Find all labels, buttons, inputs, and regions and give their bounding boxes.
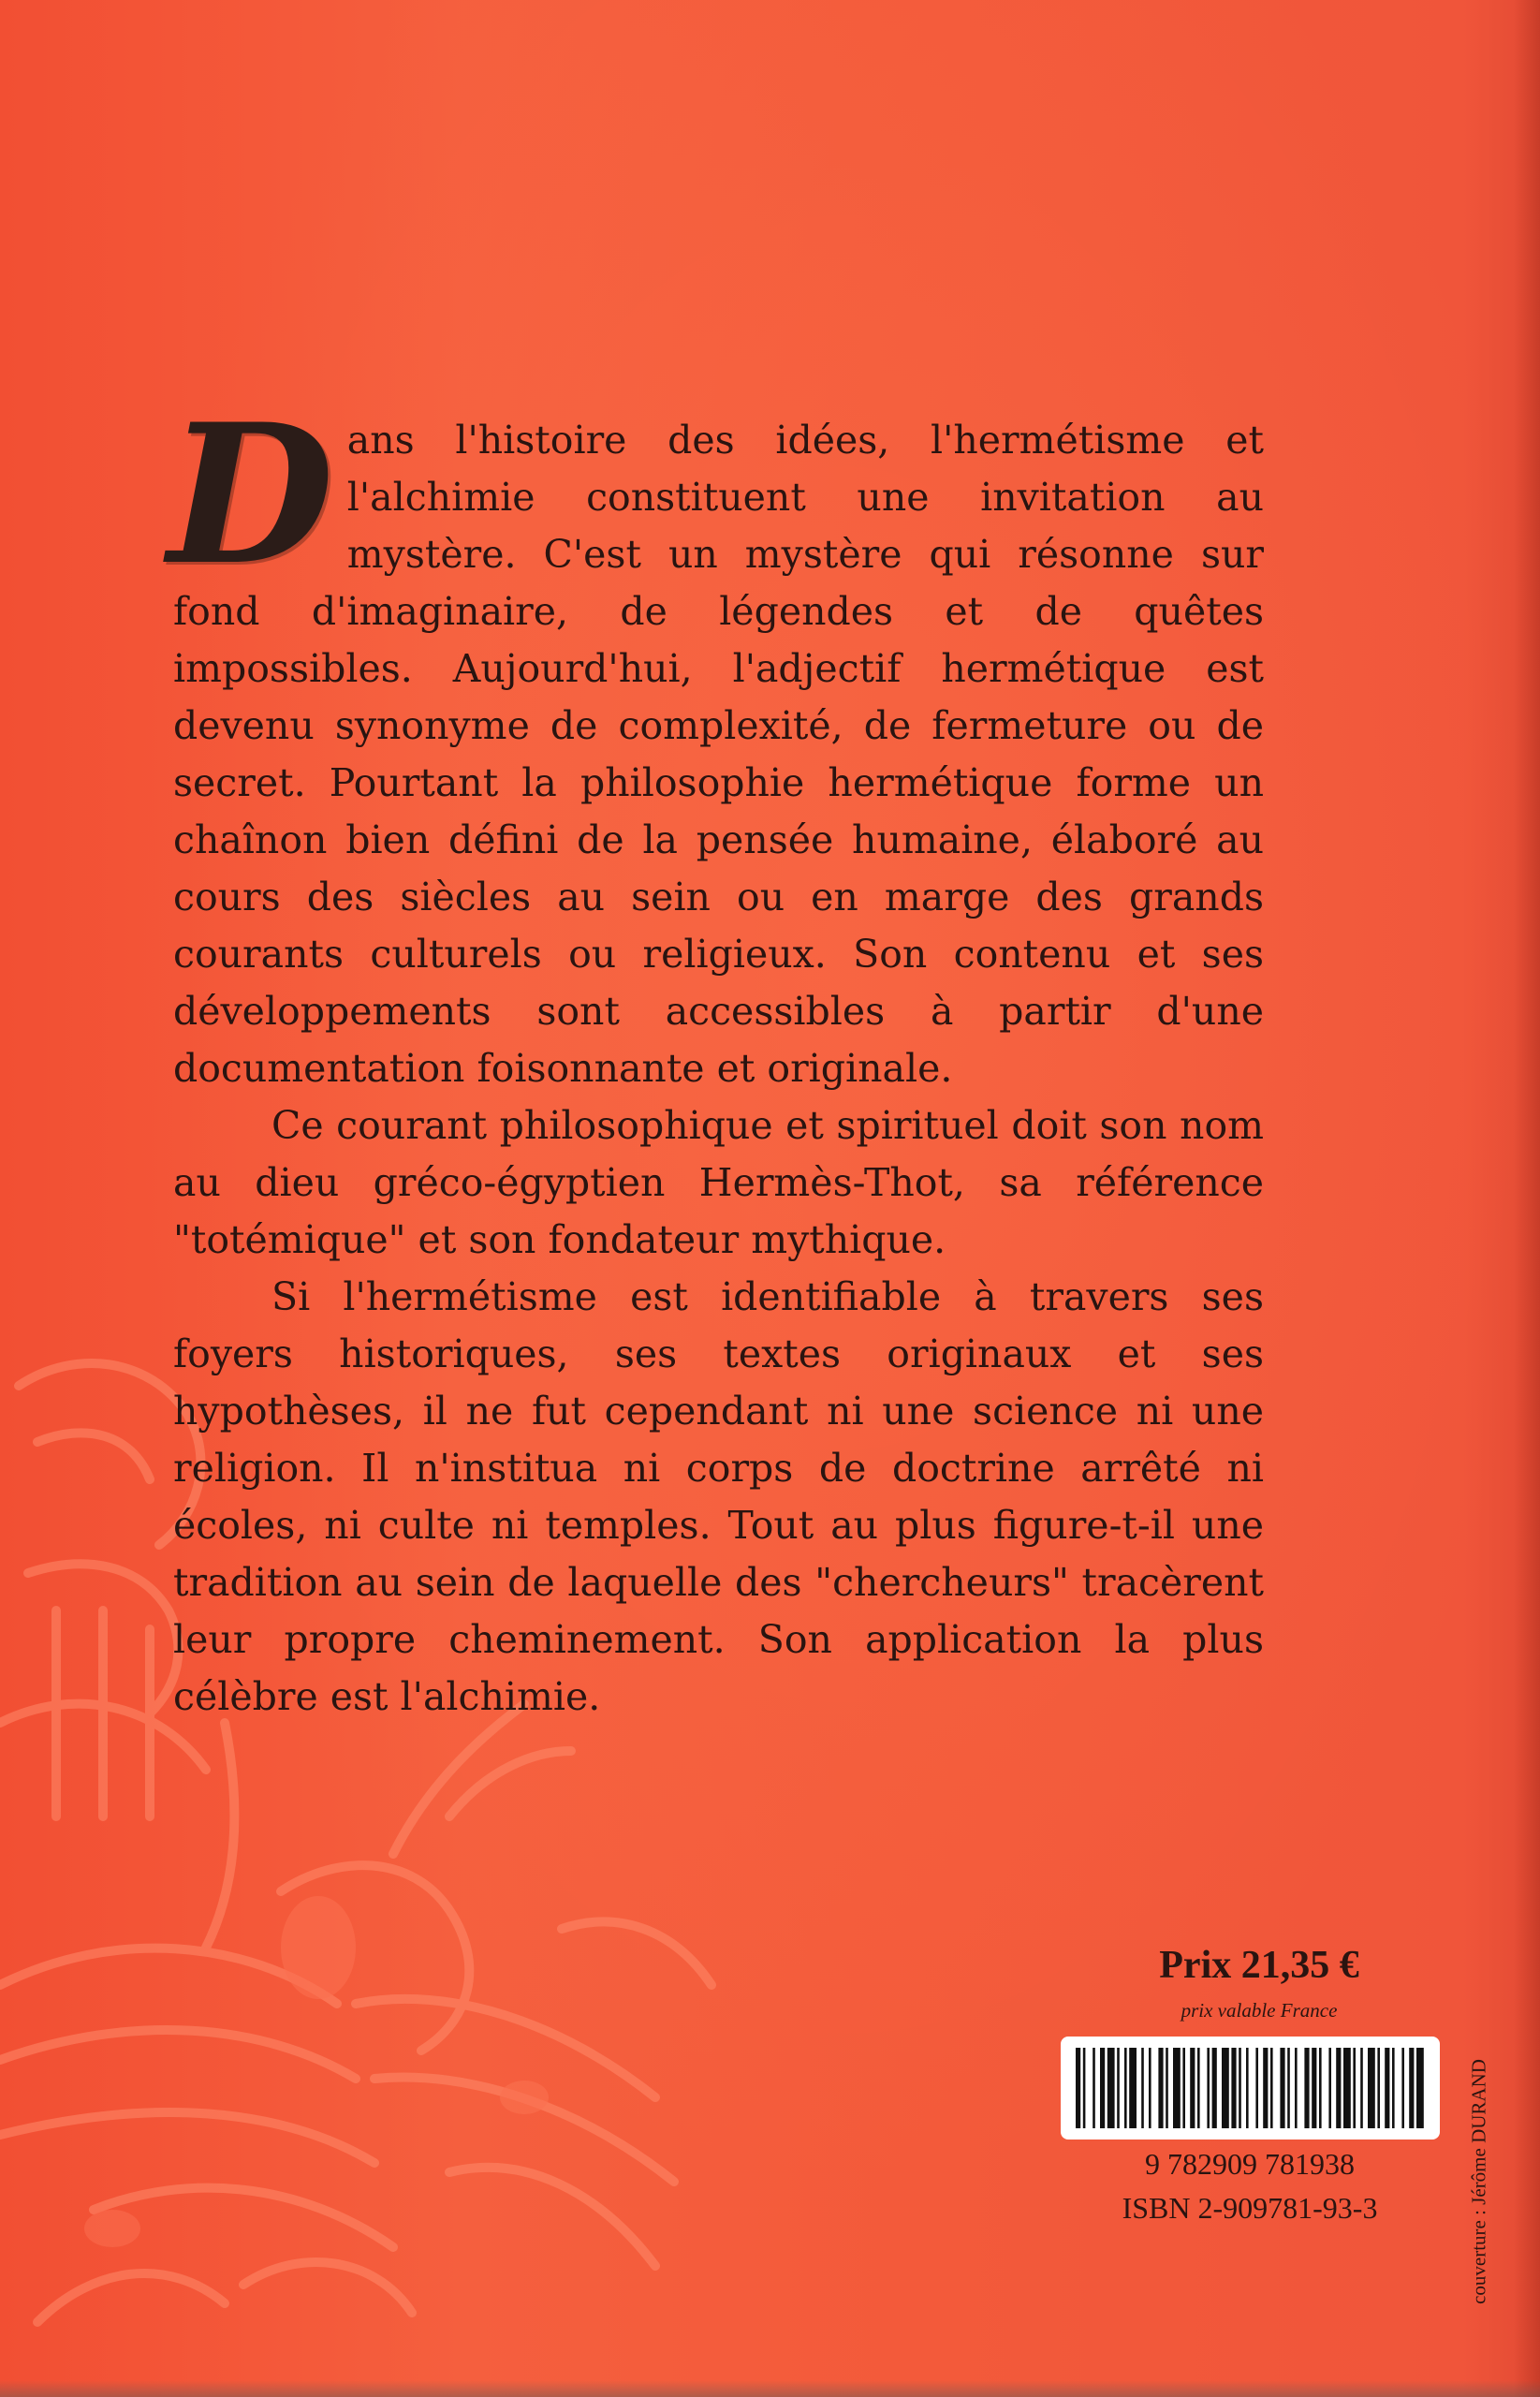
barcode-bar (1083, 2048, 1086, 2128)
barcode-bar (1212, 2048, 1217, 2128)
barcode-bar (1197, 2048, 1200, 2128)
barcode-bar (1353, 2048, 1356, 2128)
barcode-bar (1149, 2048, 1151, 2128)
barcode-bar (1190, 2048, 1195, 2128)
barcode-bar (1392, 2048, 1395, 2128)
ean-number: 9 782909 781938 (1145, 2147, 1355, 2181)
barcode (1061, 2037, 1440, 2140)
barcode-bar (1401, 2048, 1404, 2128)
drop-cap: D (168, 383, 334, 608)
barcode-bar (1416, 2048, 1424, 2128)
barcode-bar (1304, 2048, 1309, 2128)
cover-blurb (168, 383, 1264, 1726)
barcode-bar (1117, 2048, 1120, 2128)
barcode-bar (1231, 2048, 1236, 2128)
cover-credit: couverture : Jérôme DURAND (1467, 2059, 1490, 2304)
barcode-bar (1270, 2048, 1273, 2128)
barcode-bar (1295, 2048, 1298, 2128)
barcode-bar (1239, 2048, 1241, 2128)
barcode-bar (1182, 2048, 1185, 2128)
barcode-bar (1222, 2048, 1229, 2128)
blurb-paragraph-2: Ce courant philosophique et spirituel doit son nom au dieu gréco-égyptien Hermès-Thot, sa référence "totémique" et son fondateur mythique. (173, 1103, 1264, 1262)
barcode-bar (1336, 2048, 1341, 2128)
blurb-paragraph-1-text: ans l'histoire des idées, l'hermétisme et l'alchimie constituent une invitation au mystère. C'est un mystère qui résonne sur fond d'imaginaire, de légendes et de quêtes impossibles. Aujourd'hui, l'adjectif hermétique est devenu synonyme de complexité, de fermeture ou de secret. Pourtant la philosophie hermétique forme un chaînon bien défini de la pensée humaine, élaboré au cours des siècles au sein ou en marge des grands courants culturels ou religieux. Son contenu et ses développements sont accessibles à partir d'une documentation foisonnante et originale. (173, 418, 1264, 1091)
barcode-bar (1385, 2048, 1389, 2128)
barcode-bar (1166, 2048, 1168, 2128)
barcode-bar (1093, 2048, 1095, 2128)
barcode-bar (1409, 2048, 1414, 2128)
price-note: prix valable France (1181, 1999, 1338, 2022)
barcode-bar (1343, 2048, 1351, 2128)
barcode-bar (1129, 2048, 1137, 2128)
barcode-bar (1280, 2048, 1284, 2128)
barcode-bar (1312, 2048, 1316, 2128)
barcode-bar (1107, 2048, 1115, 2128)
barcode-bar (1263, 2048, 1268, 2128)
barcode-bar (1158, 2048, 1163, 2128)
spine-edge-shadow (1514, 0, 1540, 2397)
isbn-number: ISBN 2-909781-93-3 (1122, 2191, 1378, 2225)
barcode-bar (1246, 2048, 1249, 2128)
barcode-bar (1368, 2048, 1375, 2128)
barcode-bar (1319, 2048, 1322, 2128)
barcode-bar (1076, 2048, 1080, 2128)
barcode-bar (1328, 2048, 1331, 2128)
barcode-bar (1141, 2048, 1144, 2128)
barcode-bar (1124, 2048, 1127, 2128)
blurb-paragraph-3: Si l'hermétisme est identifiable à travers ses foyers historiques, ses textes originaux et ses hypothèses, il ne fut cependant ni une science ni une religion. Il n'institua ni corps de doctrine arrêté ni écoles, ni culte ni temples. Tout au plus figure-t-il une tradition au sein de laquelle des "chercheurs" tracèrent leur propre cheminement. Son application la plus célèbre est l'alchimie. (173, 1274, 1264, 1719)
barcode-bar (1100, 2048, 1105, 2128)
barcode-bar (1173, 2048, 1181, 2128)
barcode-bar (1377, 2048, 1380, 2128)
barcode-bar (1287, 2048, 1290, 2128)
barcode-bars (1076, 2048, 1425, 2128)
barcode-bar (1207, 2048, 1210, 2128)
price-label: Prix 21,35 € (1159, 1944, 1359, 1987)
barcode-bar (1360, 2048, 1363, 2128)
barcode-bar (1255, 2048, 1258, 2128)
blurb-paragraph-1 (168, 383, 1264, 1097)
bottom-edge-shadow (0, 2380, 1540, 2397)
